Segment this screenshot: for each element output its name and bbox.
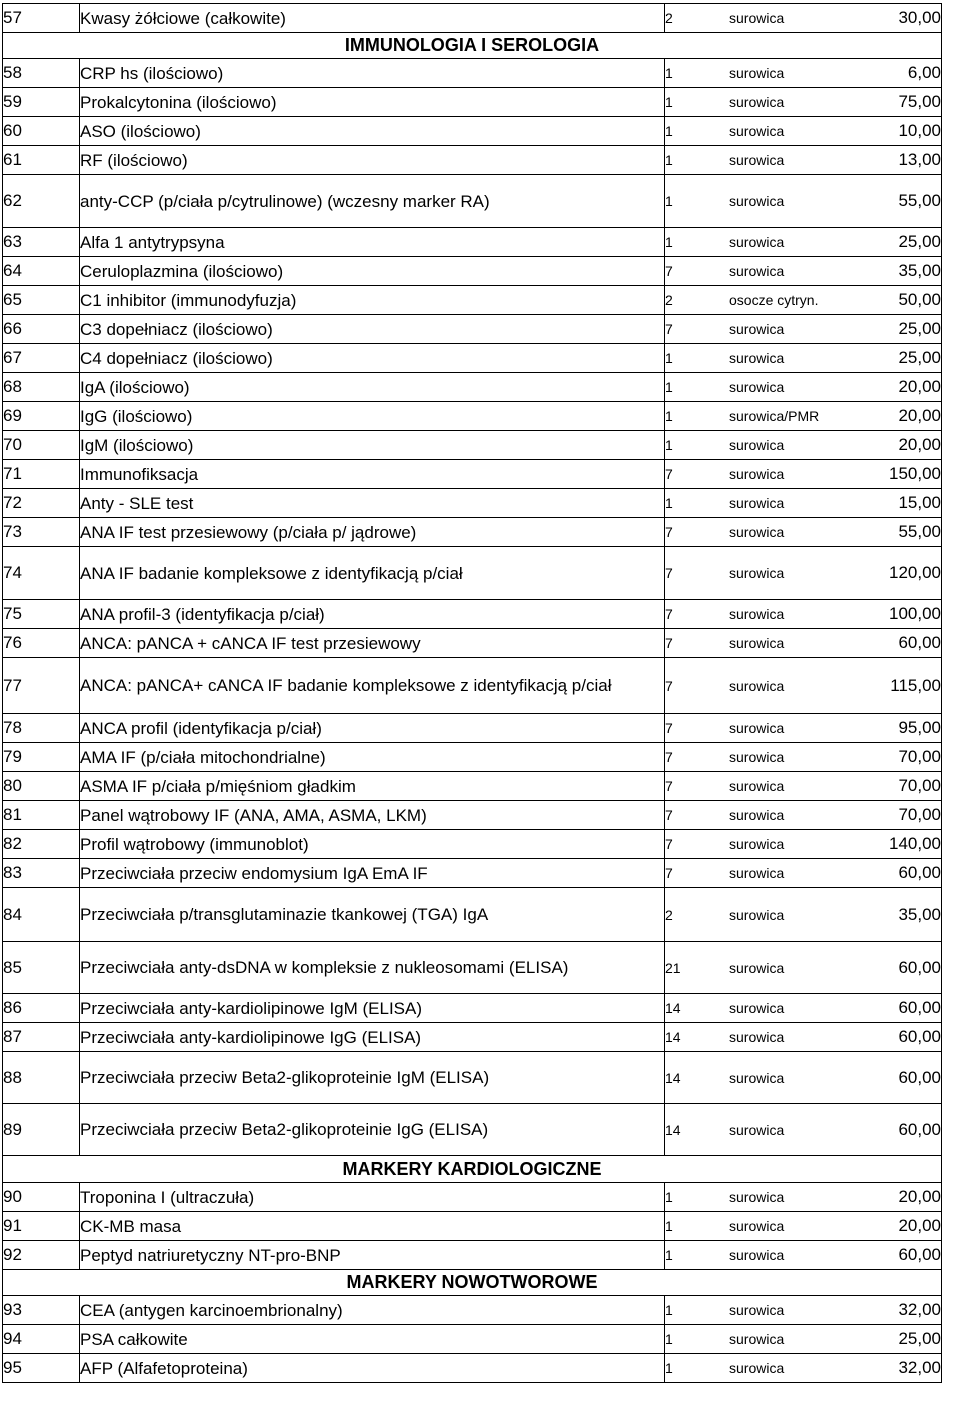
turnaround-days: 7 [665,859,730,888]
test-price: 120,00 [839,547,942,600]
test-price: 60,00 [839,1023,942,1052]
test-price: 32,00 [839,1354,942,1383]
sample-material: surowica [729,1325,839,1354]
row-number: 66 [3,315,80,344]
row-number: 74 [3,547,80,600]
table-row [3,547,942,600]
sample-material: surowica [729,146,839,175]
sample-material: surowica [729,1296,839,1325]
sample-material: surowica [729,315,839,344]
row-number: 82 [3,830,80,859]
sample-material: surowica [729,257,839,286]
table-row [3,117,942,146]
test-name: Immunofiksacja [80,460,665,489]
test-name: Prokalcytonina (ilościowo) [80,88,665,117]
test-price: 25,00 [839,344,942,373]
row-number: 88 [3,1052,80,1104]
test-name: Peptyd natriuretyczny NT-pro-BNP [80,1241,665,1270]
turnaround-days: 7 [665,714,730,743]
row-number: 86 [3,994,80,1023]
test-price: 15,00 [839,489,942,518]
turnaround-days: 1 [665,117,730,146]
sample-material: surowica [729,1023,839,1052]
test-name: ASMA IF p/ciała p/mięśniom gładkim [80,772,665,801]
table-row [3,228,942,257]
test-name: IgM (ilościowo) [80,431,665,460]
row-number: 93 [3,1296,80,1325]
table-row [3,59,942,88]
row-number: 65 [3,286,80,315]
sample-material: surowica [729,743,839,772]
table-row [3,1052,942,1104]
row-number: 91 [3,1212,80,1241]
table-row [3,629,942,658]
table-row [3,859,942,888]
test-name: AFP (Alfafetoproteina) [80,1354,665,1383]
test-name: ANCA: pANCA + cANCA IF test przesiewowy [80,629,665,658]
sample-material: surowica [729,1183,839,1212]
test-name: Profil wątrobowy (immunoblot) [80,830,665,859]
test-name: ANA IF test przesiewowy (p/ciała p/ jądrowe) [80,518,665,547]
test-price: 25,00 [839,1325,942,1354]
turnaround-days: 21 [665,942,730,994]
row-number: 58 [3,59,80,88]
test-name: C3 dopełniacz (ilościowo) [80,315,665,344]
row-number: 77 [3,658,80,714]
sample-material: surowica [729,629,839,658]
section-title: MARKERY KARDIOLOGICZNE [3,1156,942,1183]
price-list-body [3,4,942,1383]
test-price: 20,00 [839,1183,942,1212]
sample-material: surowica [729,460,839,489]
row-number: 68 [3,373,80,402]
turnaround-days: 1 [665,431,730,460]
test-name: anty-CCP (p/ciała p/cytrulinowe) (wczesny marker RA) [80,175,665,228]
sample-material: osocze cytryn. [729,286,839,315]
test-price: 60,00 [839,859,942,888]
table-row [3,460,942,489]
turnaround-days: 14 [665,1023,730,1052]
test-price: 60,00 [839,1052,942,1104]
test-name: RF (ilościowo) [80,146,665,175]
table-row [3,743,942,772]
row-number: 95 [3,1354,80,1383]
test-name: IgA (ilościowo) [80,373,665,402]
test-price: 60,00 [839,1104,942,1156]
test-name: Przeciwciała przeciw Beta2-glikoproteinie IgM (ELISA) [80,1052,665,1104]
test-name: Kwasy żółciowe (całkowite) [80,4,665,33]
table-row [3,315,942,344]
turnaround-days: 1 [665,1296,730,1325]
turnaround-days: 1 [665,146,730,175]
row-number: 59 [3,88,80,117]
table-row [3,888,942,942]
sample-material: surowica [729,175,839,228]
sample-material: surowica [729,1052,839,1104]
row-number: 92 [3,1241,80,1270]
sample-material: surowica [729,1104,839,1156]
turnaround-days: 1 [665,228,730,257]
test-price: 10,00 [839,117,942,146]
test-price: 32,00 [839,1296,942,1325]
turnaround-days: 1 [665,1354,730,1383]
test-name: IgG (ilościowo) [80,402,665,431]
table-row [3,146,942,175]
table-row [3,714,942,743]
test-price: 20,00 [839,1212,942,1241]
table-row [3,1104,942,1156]
table-row [3,994,942,1023]
row-number: 87 [3,1023,80,1052]
test-price: 70,00 [839,772,942,801]
sample-material: surowica [729,547,839,600]
sample-material: surowica [729,489,839,518]
sample-material: surowica [729,714,839,743]
test-name: Przeciwciała anty-kardiolipinowe IgM (ELISA) [80,994,665,1023]
test-price: 150,00 [839,460,942,489]
table-row [3,1183,942,1212]
test-name: Przeciwciała anty-dsDNA w kompleksie z nukleosomami (ELISA) [80,942,665,994]
turnaround-days: 7 [665,772,730,801]
table-row [3,1325,942,1354]
row-number: 57 [3,4,80,33]
test-name: CK-MB masa [80,1212,665,1241]
turnaround-days: 2 [665,888,730,942]
test-price: 70,00 [839,743,942,772]
row-number: 61 [3,146,80,175]
test-price: 30,00 [839,4,942,33]
table-row [3,175,942,228]
sample-material: surowica [729,4,839,33]
row-number: 94 [3,1325,80,1354]
turnaround-days: 7 [665,257,730,286]
turnaround-days: 7 [665,518,730,547]
sample-material: surowica [729,859,839,888]
row-number: 63 [3,228,80,257]
table-row [3,658,942,714]
table-row [3,257,942,286]
table-row [3,373,942,402]
turnaround-days: 7 [665,315,730,344]
row-number: 89 [3,1104,80,1156]
table-row [3,431,942,460]
row-number: 73 [3,518,80,547]
test-name: Ceruloplazmina (ilościowo) [80,257,665,286]
section-title: IMMUNOLOGIA I SEROLOGIA [3,33,942,59]
test-name: ANCA: pANCA+ cANCA IF badanie kompleksowe z identyfikacją p/ciał [80,658,665,714]
row-number: 60 [3,117,80,146]
sample-material: surowica [729,994,839,1023]
turnaround-days: 1 [665,88,730,117]
test-price: 60,00 [839,994,942,1023]
turnaround-days: 14 [665,1052,730,1104]
turnaround-days: 14 [665,994,730,1023]
row-number: 72 [3,489,80,518]
row-number: 70 [3,431,80,460]
turnaround-days: 1 [665,373,730,402]
test-name: Przeciwciała p/transglutaminazie tkankowej (TGA) IgA [80,888,665,942]
row-number: 69 [3,402,80,431]
section-title: MARKERY NOWOTWOROWE [3,1270,942,1296]
test-price: 55,00 [839,175,942,228]
test-price: 50,00 [839,286,942,315]
table-row [3,344,942,373]
table-row [3,801,942,830]
sample-material: surowica [729,658,839,714]
test-name: ASO (ilościowo) [80,117,665,146]
row-number: 81 [3,801,80,830]
sample-material: surowica [729,228,839,257]
table-row [3,489,942,518]
turnaround-days: 7 [665,629,730,658]
sample-material: surowica [729,801,839,830]
sample-material: surowica [729,373,839,402]
turnaround-days: 7 [665,460,730,489]
turnaround-days: 1 [665,344,730,373]
test-name: ANA profil-3 (identyfikacja p/ciał) [80,600,665,629]
test-price: 100,00 [839,600,942,629]
turnaround-days: 7 [665,600,730,629]
test-name: AMA IF (p/ciała mitochondrialne) [80,743,665,772]
turnaround-days: 1 [665,1241,730,1270]
turnaround-days: 7 [665,547,730,600]
test-name: Panel wątrobowy IF (ANA, AMA, ASMA, LKM) [80,801,665,830]
test-price: 60,00 [839,629,942,658]
table-row [3,518,942,547]
table-row [3,1212,942,1241]
sample-material: surowica/PMR [729,402,839,431]
test-price: 20,00 [839,402,942,431]
test-price: 95,00 [839,714,942,743]
table-row [3,1023,942,1052]
test-price: 6,00 [839,59,942,88]
test-price: 35,00 [839,888,942,942]
test-name: Przeciwciała anty-kardiolipinowe IgG (ELISA) [80,1023,665,1052]
row-number: 71 [3,460,80,489]
turnaround-days: 7 [665,830,730,859]
sample-material: surowica [729,117,839,146]
test-name: Alfa 1 antytrypsyna [80,228,665,257]
test-name: Troponina I (ultraczuła) [80,1183,665,1212]
turnaround-days: 1 [665,59,730,88]
row-number: 83 [3,859,80,888]
sample-material: surowica [729,59,839,88]
turnaround-days: 1 [665,1183,730,1212]
test-price: 60,00 [839,1241,942,1270]
row-number: 64 [3,257,80,286]
turnaround-days: 1 [665,1212,730,1241]
sample-material: surowica [729,431,839,460]
row-number: 67 [3,344,80,373]
sample-material: surowica [729,88,839,117]
turnaround-days: 2 [665,286,730,315]
row-number: 90 [3,1183,80,1212]
test-price: 70,00 [839,801,942,830]
table-row [3,600,942,629]
row-number: 79 [3,743,80,772]
price-list-table [2,3,942,1383]
turnaround-days: 1 [665,1325,730,1354]
row-number: 78 [3,714,80,743]
section-header-row [3,1156,942,1183]
test-price: 25,00 [839,228,942,257]
test-price: 35,00 [839,257,942,286]
table-row [3,942,942,994]
table-row [3,402,942,431]
sample-material: surowica [729,942,839,994]
test-name: ANCA profil (identyfikacja p/ciał) [80,714,665,743]
sample-material: surowica [729,1241,839,1270]
section-header-row [3,1270,942,1296]
turnaround-days: 7 [665,658,730,714]
table-row [3,830,942,859]
test-name: ANA IF badanie kompleksowe z identyfikacją p/ciał [80,547,665,600]
test-name: C1 inhibitor (immunodyfuzja) [80,286,665,315]
table-row [3,4,942,33]
test-price: 60,00 [839,942,942,994]
test-price: 13,00 [839,146,942,175]
test-price: 20,00 [839,373,942,402]
test-name: C4 dopełniacz (ilościowo) [80,344,665,373]
sample-material: surowica [729,518,839,547]
sample-material: surowica [729,600,839,629]
section-header-row [3,33,942,59]
sample-material: surowica [729,772,839,801]
table-row [3,286,942,315]
turnaround-days: 7 [665,743,730,772]
test-name: PSA całkowite [80,1325,665,1354]
row-number: 62 [3,175,80,228]
table-row [3,1354,942,1383]
turnaround-days: 7 [665,801,730,830]
sample-material: surowica [729,1212,839,1241]
test-name: CRP hs (ilościowo) [80,59,665,88]
row-number: 75 [3,600,80,629]
sample-material: surowica [729,344,839,373]
test-name: Anty - SLE test [80,489,665,518]
row-number: 80 [3,772,80,801]
row-number: 76 [3,629,80,658]
test-name: Przeciwciała przeciw endomysium IgA EmA IF [80,859,665,888]
turnaround-days: 14 [665,1104,730,1156]
test-price: 25,00 [839,315,942,344]
test-price: 55,00 [839,518,942,547]
table-row [3,772,942,801]
test-price: 140,00 [839,830,942,859]
table-row [3,1296,942,1325]
table-row [3,88,942,117]
test-name: Przeciwciała przeciw Beta2-glikoproteinie IgG (ELISA) [80,1104,665,1156]
sample-material: surowica [729,1354,839,1383]
row-number: 84 [3,888,80,942]
test-price: 75,00 [839,88,942,117]
row-number: 85 [3,942,80,994]
turnaround-days: 1 [665,402,730,431]
test-price: 115,00 [839,658,942,714]
test-price: 20,00 [839,431,942,460]
turnaround-days: 1 [665,489,730,518]
table-row [3,1241,942,1270]
test-name: CEA (antygen karcinoembrionalny) [80,1296,665,1325]
turnaround-days: 2 [665,4,730,33]
sample-material: surowica [729,830,839,859]
sample-material: surowica [729,888,839,942]
turnaround-days: 1 [665,175,730,228]
